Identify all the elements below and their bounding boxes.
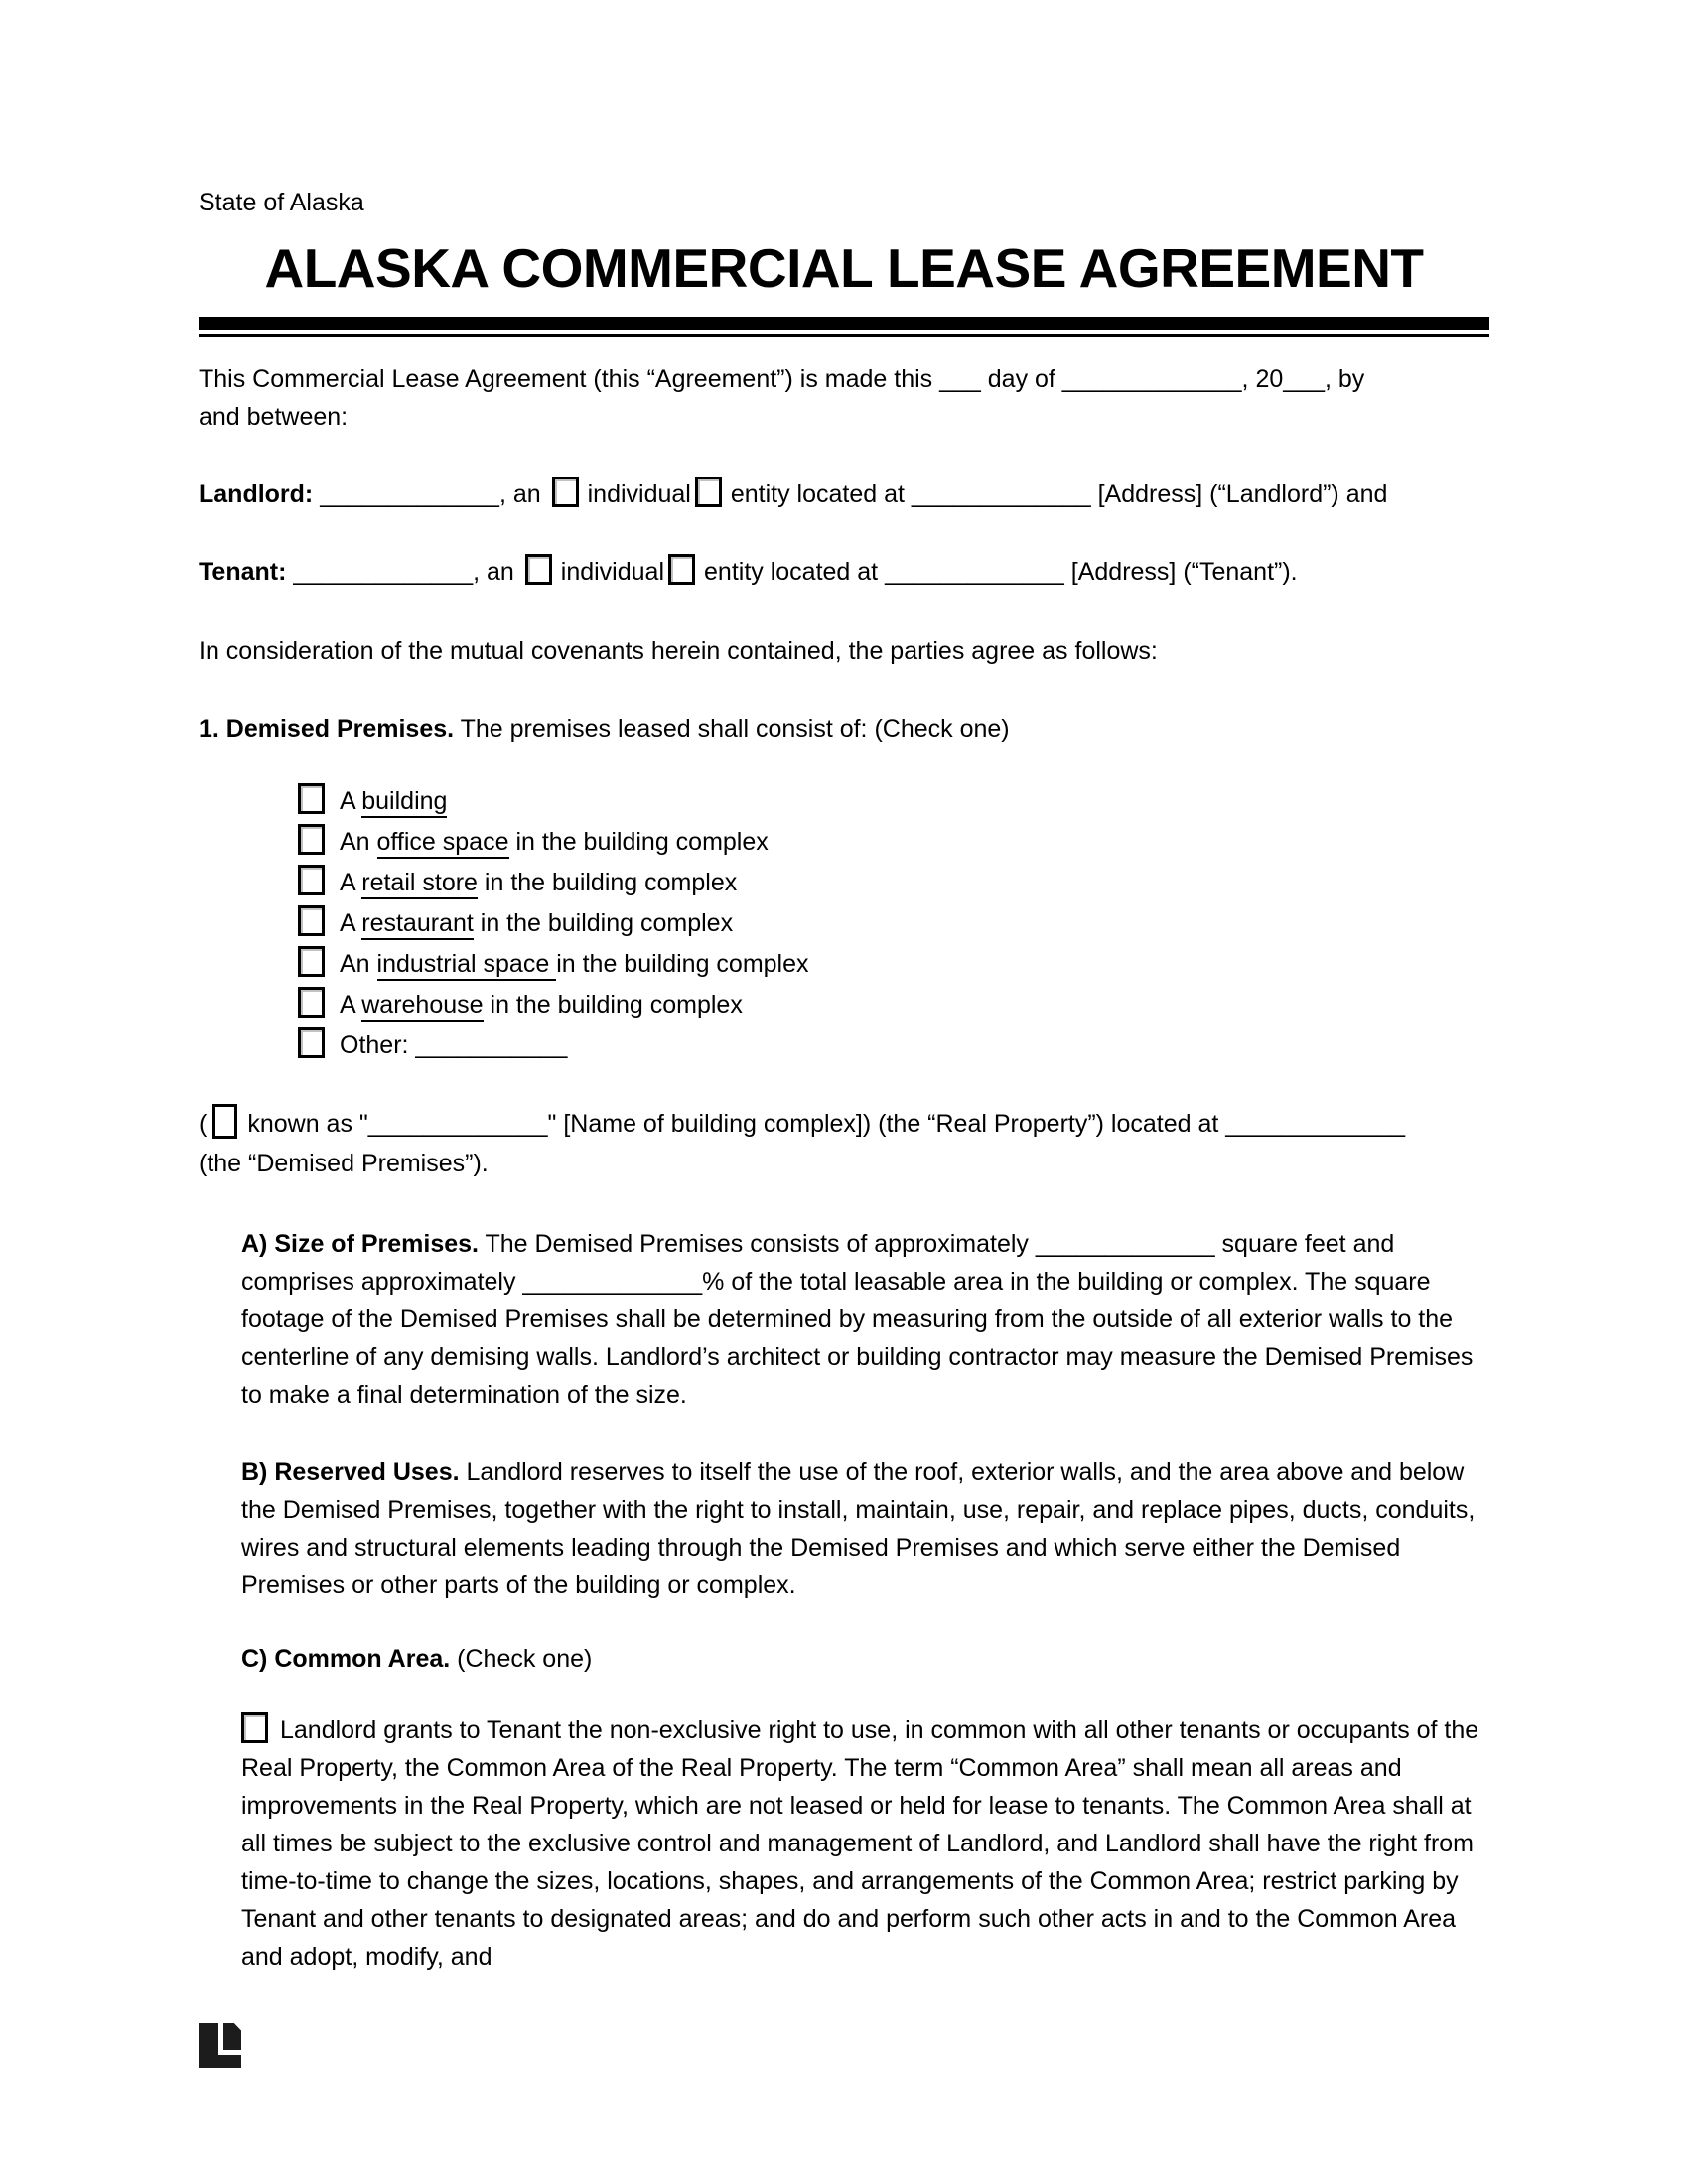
- common-area-body: Landlord grants to Tenant the non-exclusive right to use, in common with all other tenants or occupants of the Real Property, the Common Area of the Real Property. The term “Common Area” shall mean all areas and improvements in the Real Property, which are not leased or held for lease to tenants. The Common Area shall at all times be subject to the exclusive control and management of Landlord, and Landlord shall have the right from time-to-time to change the sizes, locations, shapes, and arrangements of the Common Area; restrict parking by Tenant and other tenants to designated areas; and do and perform such other acts in and to the Common Area and adopt, modify, and: [241, 1716, 1479, 1971]
- intro-line2: and between:: [199, 403, 349, 431]
- option-text: in the building complex: [477, 869, 738, 896]
- tenant-entity-checkbox[interactable]: [668, 554, 695, 585]
- landlord-name-blank: _____________, an: [313, 480, 548, 508]
- section-c-heading: [199, 1640, 1489, 1678]
- section1-heading-bold: 1. Demised Premises.: [199, 715, 455, 743]
- open-paren: (: [199, 1110, 208, 1138]
- option-text: A: [340, 787, 362, 815]
- logo-bottom-bar: [199, 2055, 241, 2068]
- option-text: in the building complex: [483, 991, 743, 1019]
- option-row-industrial-space: [298, 944, 1489, 985]
- intro-line1: This Commercial Lease Agreement (this “Agreement”) is made this ___ day of _____________, 20___, by: [199, 365, 1365, 393]
- option-row-retail-store: [298, 863, 1489, 903]
- checkbox-office-space[interactable]: [298, 824, 325, 855]
- section-c-label-rest: (Check one): [450, 1645, 593, 1673]
- option-term-underlined: warehouse: [361, 991, 483, 1022]
- tenant-name-blank: _____________, an: [286, 558, 521, 586]
- option-term-underlined: restaurant: [361, 909, 474, 940]
- known-as-line2: (the “Demised Premises”).: [199, 1150, 489, 1177]
- tenant-line: [199, 553, 1489, 591]
- section-b-label: B) Reserved Uses.: [241, 1458, 460, 1486]
- intro-paragraph: [199, 360, 1489, 436]
- option-row-office-space: [298, 822, 1489, 863]
- section-b-paragraph: [199, 1453, 1489, 1604]
- option-term-underlined: retail store: [361, 869, 478, 899]
- option-row-warehouse: [298, 985, 1489, 1025]
- landlord-label: Landlord:: [199, 480, 314, 508]
- premises-options-list: [199, 781, 1489, 1066]
- option-text: A: [340, 991, 362, 1019]
- section1-heading-rest: The premises leased shall consist of: (Check one): [454, 715, 1010, 743]
- checkbox-retail-store[interactable]: [298, 865, 325, 895]
- checkbox-restaurant[interactable]: [298, 905, 325, 936]
- common-area-paragraph: [199, 1711, 1489, 1976]
- checkbox-known-as[interactable]: [212, 1104, 237, 1139]
- option-text: Other: ___________: [340, 1031, 568, 1059]
- option-row-other: [298, 1025, 1489, 1066]
- section1-heading: [199, 710, 1489, 748]
- section-a-paragraph: [199, 1225, 1489, 1414]
- option-row-restaurant: [298, 903, 1489, 944]
- checkbox-building[interactable]: [298, 783, 325, 814]
- tenant-individual-label: individual: [560, 558, 665, 586]
- section-a-body: The Demised Premises consists of approximately _____________ square feet and comprises approximately _____________% of the total leasable area in the building or complex. The square footage of the Demised Premises shall be determined by measuring from the outside of all exterior walls to the centerline of any demising walls. Landlord’s architect or building contractor may measure the Demised Premises to make a final determination of the size.: [241, 1230, 1474, 1409]
- tenant-individual-checkbox[interactable]: [525, 554, 552, 585]
- known-as-line1: known as "_____________" [Name of building complex]) (the “Real Property”) located at _____________: [247, 1110, 1406, 1138]
- logo-top-right-block: [223, 2023, 241, 2050]
- legal-templates-logo: [199, 2023, 241, 2068]
- checkbox-industrial-space[interactable]: [298, 946, 325, 977]
- option-term-underlined: building: [361, 787, 447, 818]
- landlord-line: [199, 476, 1489, 513]
- option-text: An: [340, 828, 377, 856]
- option-text: in the building complex: [556, 950, 809, 978]
- landlord-entity-text: entity located at _____________ [Address] (“Landlord”) and: [730, 480, 1388, 508]
- tenant-label: Tenant:: [199, 558, 287, 586]
- landlord-individual-label: individual: [587, 480, 691, 508]
- known-as-paragraph: [199, 1104, 1489, 1183]
- section-b-body: Landlord reserves to itself the use of the roof, exterior walls, and the area above and below the Demised Premises, together with the right to install, maintain, use, repair, and replace pipes, ducts, conduits, wires and structural elements leading through the Demised Premises and which serve either the Demised Premises or other parts of the building or complex.: [241, 1458, 1476, 1599]
- checkbox-other[interactable]: [298, 1027, 325, 1058]
- option-row-building: [298, 781, 1489, 822]
- state-label: State of Alaska: [199, 189, 364, 216]
- option-text: An: [340, 950, 377, 978]
- section-c-label: C) Common Area.: [241, 1645, 451, 1673]
- option-text: in the building complex: [508, 828, 769, 856]
- option-text: A: [340, 909, 362, 937]
- section-a-label: A) Size of Premises.: [241, 1230, 479, 1258]
- landlord-individual-checkbox[interactable]: [552, 477, 579, 507]
- option-text: A: [340, 869, 362, 896]
- title-rule-thick: [199, 317, 1489, 330]
- option-text: in the building complex: [473, 909, 734, 937]
- checkbox-common-area-grant[interactable]: [241, 1712, 268, 1743]
- title-rule-thin: [199, 334, 1489, 337]
- option-term-underlined: industrial space: [377, 950, 557, 981]
- option-term-underlined: office space: [377, 828, 509, 859]
- tenant-entity-text: entity located at _____________ [Address] (“Tenant”).: [704, 558, 1298, 586]
- page-title: ALASKA COMMERCIAL LEASE AGREEMENT: [264, 237, 1424, 299]
- consideration-paragraph: In consideration of the mutual covenants herein contained, the parties agree as follows:: [199, 637, 1158, 665]
- checkbox-warehouse[interactable]: [298, 987, 325, 1018]
- landlord-entity-checkbox[interactable]: [695, 477, 722, 507]
